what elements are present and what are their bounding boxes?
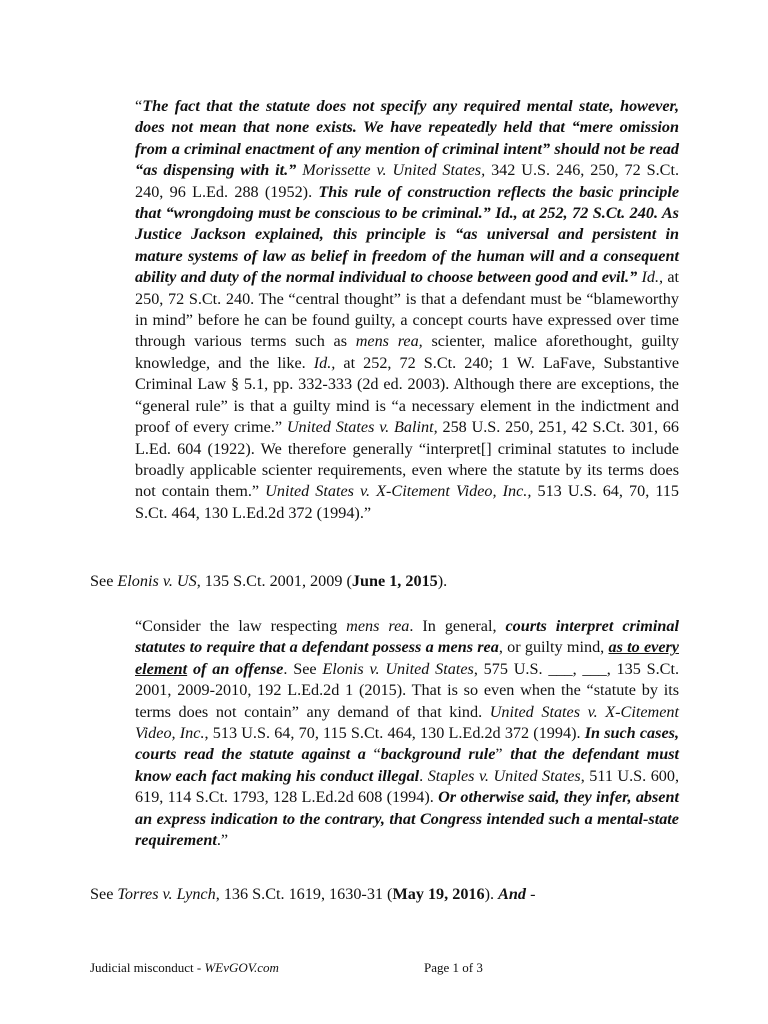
- quote-text: , 513 U.S. 64, 70, 115 S.Ct. 464, 130 L.Ed.2d 372 (1994).: [204, 724, 585, 743]
- see-text: , 135 S.Ct. 2001, 2009 (: [196, 572, 352, 590]
- see-text: ).: [437, 572, 448, 590]
- case-citation: Morissette v. United States,: [302, 161, 486, 180]
- case-citation: Elonis v. United States: [322, 659, 474, 678]
- case-citation: United States v. X-Citement Video, Inc.,: [265, 482, 532, 501]
- quote-text: . See: [283, 659, 323, 678]
- case-citation: Torres v. Lynch: [117, 885, 216, 903]
- quote-text: .: [419, 766, 428, 785]
- quote-text: scienter, malice aforethought, guilty knowledge, and the like.: [135, 332, 679, 372]
- footer-text: Judicial misconduct -: [90, 960, 205, 975]
- citation-date: May 19, 2016: [392, 885, 485, 903]
- continuation-word: And: [498, 885, 527, 903]
- quote-text: 513 U.S. 64, 70, 115 S.Ct. 464, 130 L.Ed.2d 372 (1994).”: [135, 482, 680, 522]
- quote-text: , 575 U.S. ___, ___, 135 S.Ct. 2001, 2009-2010, 192 L.Ed.2d 1 (2015). That is so even when the “statute by its terms does not contain” any demand of that kind.: [135, 659, 680, 721]
- case-citation: Id.,: [313, 353, 336, 372]
- term-italic: mens rea: [346, 617, 410, 635]
- case-citation: Id.,: [641, 268, 664, 287]
- case-citation: United States v. X-Citement Video, Inc.: [135, 702, 679, 743]
- footer-site: WEvGOV.com: [204, 960, 279, 975]
- see-torres-line: [90, 884, 690, 905]
- term-italic: mens rea,: [355, 332, 423, 351]
- quote-text: , 511 U.S. 600, 619, 114 S.Ct. 1793, 128 L.Ed.2d 608 (1994).: [135, 766, 680, 807]
- case-citation: Staples v. United States: [427, 766, 581, 785]
- quote-text: 342 U.S. 246, 250, 72 S.Ct. 240, 96 L.Ed. 288 (1952).: [135, 161, 680, 201]
- quote-emphasis: Or otherwise said, they infer, absent an express indication to the contrary, that Congress intended such a mental-state requirement: [135, 788, 679, 850]
- quote-emphasis: of an offense: [192, 659, 284, 678]
- quote-text: ”: [495, 745, 511, 764]
- quote-emphasis: background rule: [380, 745, 496, 764]
- see-text: , 136 S.Ct. 1619, 1630-31 (: [215, 885, 393, 903]
- footer-site-label: [90, 960, 279, 976]
- quote-emphasis: courts interpret criminal statutes to require that a defendant possess a mens rea: [135, 617, 679, 657]
- see-text: ).: [484, 885, 499, 903]
- quote-emphasis: The fact that the statute does not specify any required mental state, however, does not mean that none exists. We have repeatedly held that “mere omission from a criminal enactment of any mention of criminal intent” should not be read “as dispensing with it.”: [135, 97, 679, 180]
- see-text: See: [90, 572, 118, 590]
- block-quote-morissette: [135, 96, 679, 524]
- case-citation: United States v. Balint,: [286, 418, 438, 437]
- quote-text: “Consider the law respecting: [135, 617, 347, 635]
- see-text: -: [526, 885, 536, 903]
- see-elonis-line: [90, 571, 690, 592]
- quote-emphasis: that the defendant must know each fact making his conduct illegal: [135, 745, 680, 785]
- quote-text: . In general,: [409, 617, 506, 635]
- quote-text: “: [365, 745, 381, 764]
- case-citation: Elonis v. US: [117, 572, 197, 590]
- quote-emphasis: This rule of construction reflects the basic principle that “wrongdoing must be conscious to be criminal.” Id., at 252, 72 S.Ct. 240. As Justice Jackson explained, this principle is “as universal and persistent in mature systems of law as belief in freedom of the human will and a consequent ability and duty of the normal individual to choose between good and evil.”: [135, 182, 680, 287]
- see-text: See: [90, 885, 118, 903]
- quote-emphasis: In such cases, courts read the statute against a: [135, 724, 679, 764]
- block-quote-torres: [135, 616, 679, 851]
- quote-text: at 250, 72 S.Ct. 240. The “central thought” is that a defendant must be “blameworthy in mind” before he can be found guilty, a concept courts have expressed over time through various terms such as: [135, 268, 679, 351]
- quote-text: 258 U.S. 250, 251, 42 S.Ct. 301, 66 L.Ed. 604 (1922). We therefore generally “interpret[] criminal statutes to include broadly applicable scienter requirements, even where the statute by its terms does not contain them.”: [135, 418, 679, 501]
- page-number: Page 1 of 3: [424, 960, 483, 975]
- quote-text: “: [135, 97, 143, 115]
- citation-date: June 1, 2015: [351, 572, 438, 590]
- quote-text: , or guilty mind,: [498, 638, 609, 657]
- quote-text: .”: [216, 831, 229, 850]
- quote-text: at 252, 72 S.Ct. 240; 1 W. LaFave, Substantive Criminal Law § 5.1, pp. 332-333 (2d ed. 2003). Although there are exceptions, the “general rule” is that a guilty mind is “a necessary element in the indictment and proof of every crime.”: [135, 353, 679, 437]
- quote-emphasis-underlined: as to every element: [135, 638, 679, 678]
